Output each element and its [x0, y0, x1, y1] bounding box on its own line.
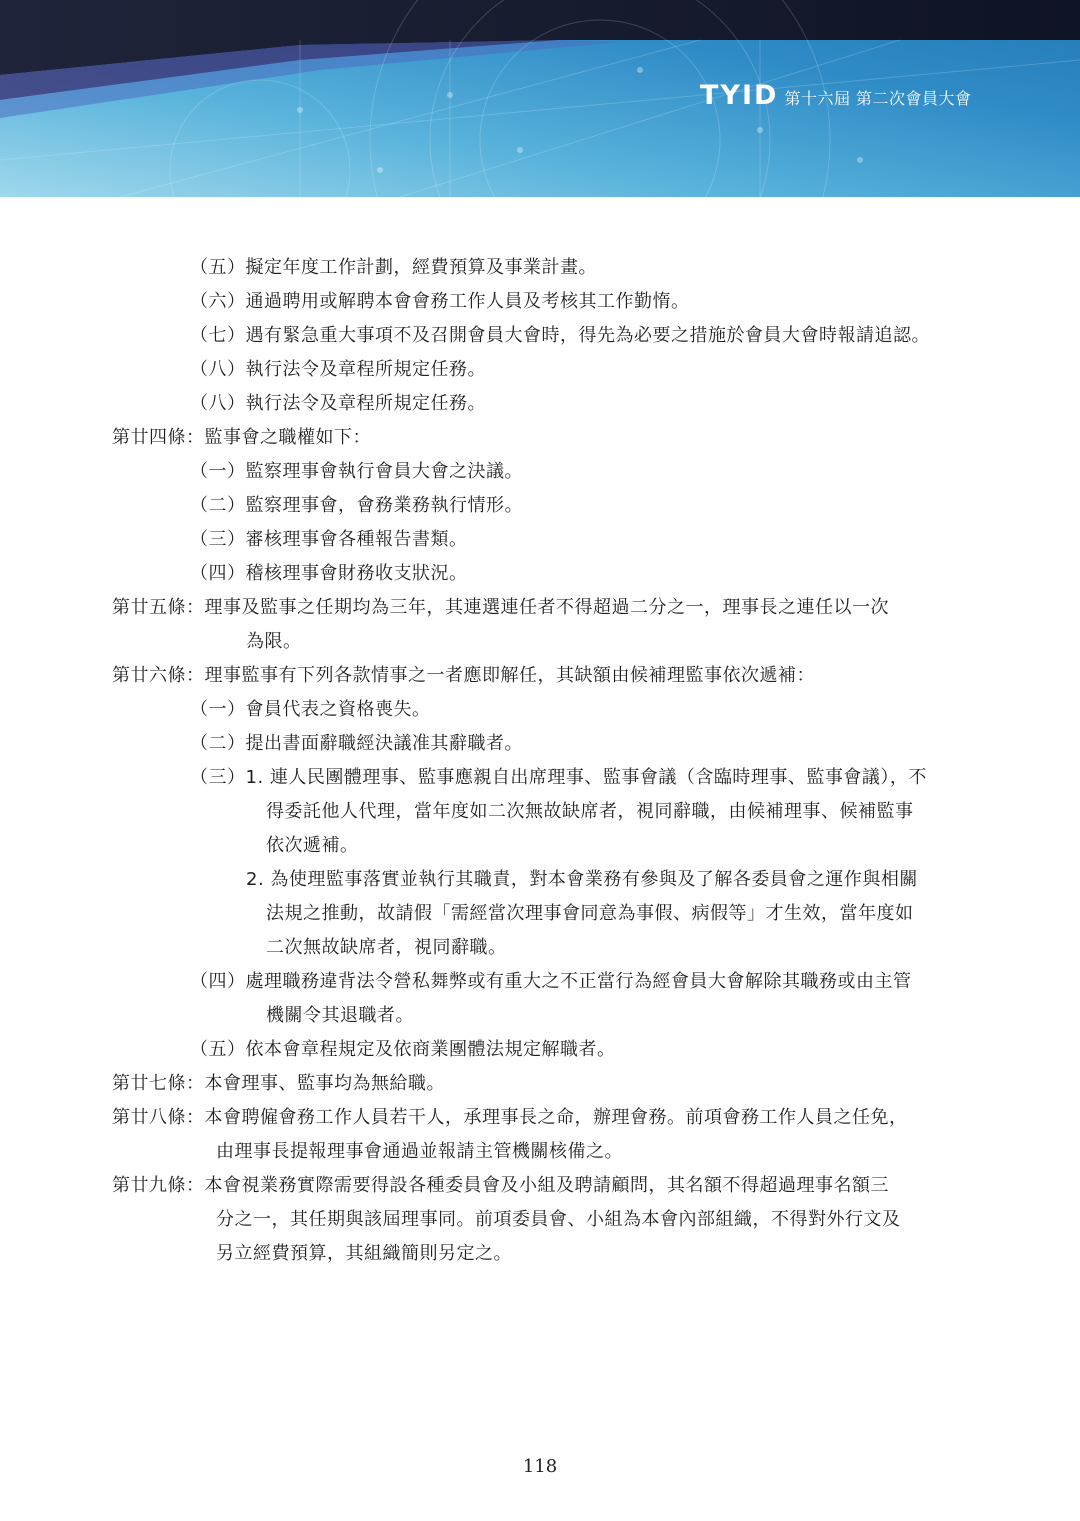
text-line: 第廿八條：本會聘僱會務工作人員若干人，承理事長之命，辦理會務。前項會務工作人員之任免，	[112, 1107, 908, 1128]
text-line: （四）處理職務違背法令營私舞弊或有重大之不正當行為經會員大會解除其職務或由主管	[190, 971, 912, 992]
text-line: 依次遞補。	[266, 835, 359, 856]
text-line: 法規之推動，故請假「需經當次理事會同意為事假、病假等」才生效，當年度如	[266, 903, 914, 924]
text-line: 二次無故缺席者，視同辭職。	[266, 937, 507, 958]
text-line: 第廿五條：理事及監事之任期均為三年，其連選連任者不得超過二分之一，理事長之連任以一次	[112, 597, 889, 618]
text-line: （六）通過聘用或解聘本會會務工作人員及考核其工作勤惰。	[190, 291, 690, 312]
text-line: 第廿六條：理事監事有下列各款情事之一者應即解任，其缺額由候補理監事依次遞補：	[112, 665, 815, 686]
text-line: 另立經費預算，其組織簡則另定之。	[216, 1243, 512, 1264]
text-line: （五）擬定年度工作計劃，經費預算及事業計畫。	[190, 257, 597, 278]
text-line: 由理事長提報理事會通過並報請主管機關核備之。	[216, 1141, 623, 1162]
header-banner	[0, 0, 1080, 197]
text-line: 2. 為使理監事落實並執行其職責，對本會業務有參與及了解各委員會之運作與相關	[246, 869, 918, 890]
text-line: （三）審核理事會各種報告書類。	[190, 529, 468, 550]
text-line: 分之一，其任期與該屆理事同。前項委員會、小組為本會內部組織，不得對外行文及	[216, 1209, 901, 1230]
text-line: （五）依本會章程規定及依商業團體法規定解職者。	[190, 1039, 616, 1060]
text-line: 為限。	[246, 631, 302, 652]
text-line: （一）監察理事會執行會員大會之決議。	[190, 461, 523, 482]
text-line: 機關令其退職者。	[266, 1005, 414, 1026]
brand-logo: TYID	[700, 80, 779, 111]
text-line: 第廿九條：本會視業務實際需要得設各種委員會及小組及聘請顧問，其名額不得超過理事名額三	[112, 1175, 889, 1196]
page-number: 118	[522, 1456, 558, 1477]
text-line: （七）遇有緊急重大事項不及召開會員大會時，得先為必要之措施於會員大會時報請追認。	[190, 325, 930, 346]
text-line: （二）監察理事會，會務業務執行情形。	[190, 495, 523, 516]
meeting-title: 第十六屆 第二次會員大會	[784, 89, 972, 108]
text-line: 得委託他人代理，當年度如二次無故缺席者，視同辭職，由候補理事、候補監事	[266, 801, 914, 822]
text-line: （三）1. 連人民團體理事、監事應親自出席理事、監事會議（含臨時理事、監事會議），不	[190, 767, 927, 788]
text-line: （二）提出書面辭職經決議准其辭職者。	[190, 733, 523, 754]
text-line: 第廿四條：監事會之職權如下：	[112, 427, 371, 448]
text-line: （四）稽核理事會財務收支狀況。	[190, 563, 468, 584]
article-text	[0, 251, 1080, 1271]
text-line: （八）執行法令及章程所規定任務。	[190, 393, 486, 414]
text-line: 第廿七條：本會理事、監事均為無給職。	[112, 1073, 445, 1094]
text-line: （八）執行法令及章程所規定任務。	[190, 359, 486, 380]
text-line: （一）會員代表之資格喪失。	[190, 699, 431, 720]
header-brand	[700, 80, 972, 111]
